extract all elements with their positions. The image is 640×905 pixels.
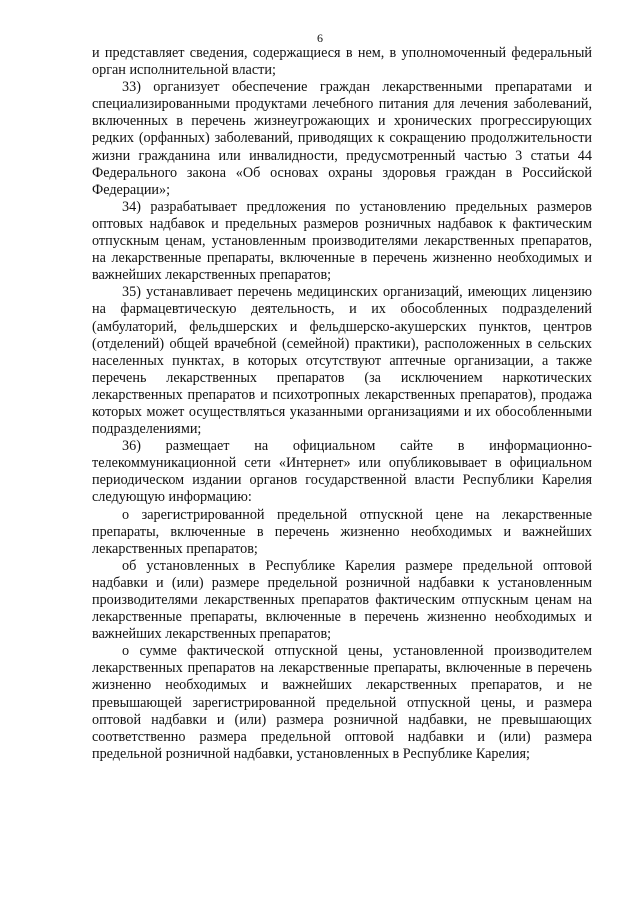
page-number: 6 [317, 31, 323, 45]
paragraph-item-34: 34) разрабатывает предложения по установлению предельных размеров оптовых надбавок и предельных размеров розничных надбавок к фактическим отпускным ценам, установленным производителями лекарственных препаратов, на лекарственные препараты, включенные в перечень жизненно необходимых и важнейших лекарственных препаратов; [92, 198, 592, 284]
paragraph-item-36: 36) размещает на официальном сайте в информационно-телекоммуникационной сети «Интернет» или опубликовывает в официальном периодическом издании органов государственной власти Республики Карелия следующую информацию: [92, 438, 592, 506]
paragraph-item-36-sub-1: о зарегистрированной предельной отпускной цене на лекарственные препараты, включенные в перечень жизненно необходимых и важнейших лекарственных препаратов; [92, 506, 592, 557]
paragraph-item-36-sub-3: о сумме фактической отпускной цены, установленной производителем лекарственных препаратов на лекарственные препараты, включенные в перечень жизненно необходимых и важнейших лекарственных препаратов, и не превышающей зарегистрированной предельной отпускной цены, и размера оптовой надбавки и (или) размера розничной надбавки, не превышающих соответственно размера предельной оптовой надбавки и (или) размера предельной розничной надбавки, установленных в Республике Карелия; [92, 643, 592, 762]
paragraph-item-35: 35) устанавливает перечень медицинских организаций, имеющих лицензию на фармацевтическую деятельность, и их обособленных подразделений (амбулаторий, фельдшерских и фельдшерско-акушерских пунктов, центров (отделений) общей врачебной (семейной) практики), расположенных в сельских населенных пунктах, в которых отсутствуют аптечные организации, а также перечень лекарственных препаратов (за исключением наркотических лекарственных препаратов и психотропных лекарственных препаратов), продажа которых может осуществляться указанными организациями и их обособленными подразделениями; [92, 284, 592, 438]
paragraph-item-36-sub-2: об установленных в Республике Карелия размере предельной оптовой надбавки и (или) размере предельной розничной надбавки к установленным производителями лекарственных препаратов фактическим отпускным ценам на лекарственные препараты, включенные в перечень жизненно необходимых и важнейших лекарственных препаратов; [92, 557, 592, 643]
paragraph-continuation: и представляет сведения, содержащиеся в нем, в уполномоченный федеральный орган исполнительной власти; [92, 45, 592, 79]
document-body [92, 45, 592, 763]
paragraph-item-33: 33) организует обеспечение граждан лекарственными препаратами и специализированными продуктами лечебного питания для лечения заболеваний, включенных в перечень жизнеугрожающих и хронических прогрессирующих редких (орфанных) заболеваний, приводящих к сокращению продолжительности жизни гражданина или инвалидности, предусмотренный частью 3 статьи 44 Федерального закона «Об основах охраны здоровья граждан в Российской Федерации»; [92, 79, 592, 198]
